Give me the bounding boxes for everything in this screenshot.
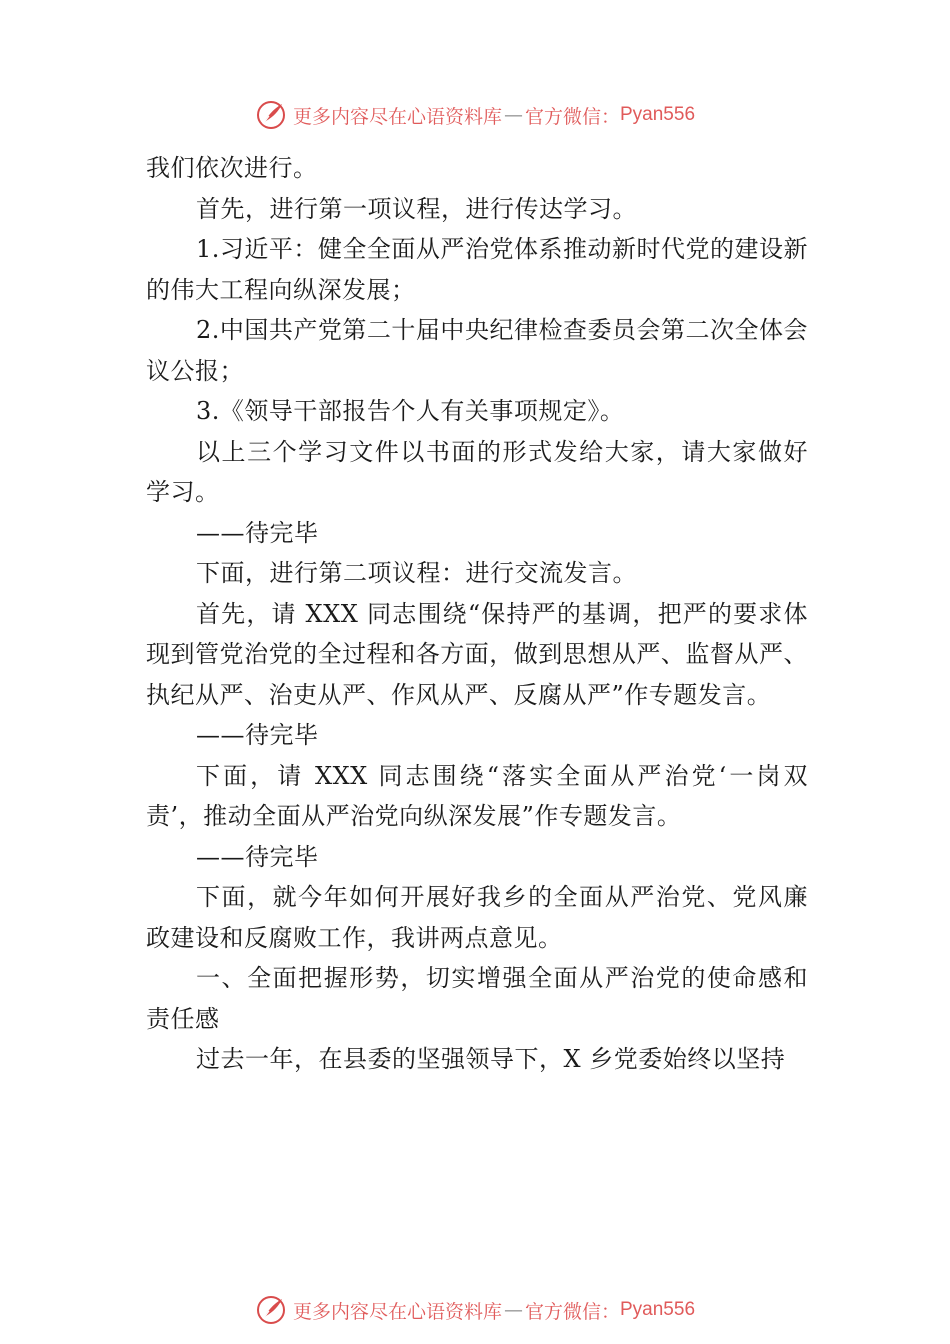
paragraph: 下面，请 XXX 同志围绕“落实全面从严治党‘一岗双责’，推动全面从严治党向纵深发展”作专题发言。 [146, 761, 808, 830]
document-body [146, 148, 808, 1080]
watermark-header [0, 95, 950, 135]
paragraph: 下面，进行第二项议程：进行交流发言。 [196, 559, 637, 587]
quill-pen-logo-icon [255, 1294, 287, 1326]
paragraph: 一、全面把握形势，切实增强全面从严治党的使命感和责任感 [146, 964, 808, 1033]
paragraph: 以上三个学习文件以书面的形式发给大家，请大家做好学习。 [146, 437, 808, 506]
paragraph: 下面，就今年如何开展好我乡的全面从严治党、党风廉政建设和反腐败工作，我讲两点意见。 [146, 883, 808, 952]
paragraph: ——待完毕 [196, 518, 319, 547]
paragraph: 1.习近平：健全全面从严治党体系推动新时代党的建设新的伟大工程向纵深发展； [146, 235, 808, 304]
quill-pen-logo-icon [255, 99, 287, 131]
paragraph: ——待完毕 [196, 721, 319, 749]
watermark-footer [0, 1290, 950, 1330]
watermark-text: 更多内容尽在心语资料库 [292, 1300, 502, 1323]
watermark-label: 官方微信： [524, 105, 620, 128]
paragraph: 首先，请 XXX 同志围绕“保持严的基调，把严的要求体现到管党治党的全过程和各方面，做到思想从严、监督从严、执纪从严、治吏从严、作风从严、反腐从严”作专题发言。 [146, 599, 808, 709]
watermark-separator: — [503, 104, 523, 126]
watermark-wechat-id: Pyan556 [620, 104, 696, 125]
paragraph: ——待完毕 [196, 842, 319, 871]
paragraph: 首先，进行第一项议程，进行传达学习。 [196, 194, 637, 223]
paragraph: 2.中国共产党第二十届中央纪律检查委员会第二次全体会议公报； [146, 316, 808, 385]
paragraph: 3.《领导干部报告个人有关事项规定》。 [196, 397, 625, 425]
paragraph: 我们依次进行。 [146, 154, 318, 182]
watermark-separator: — [503, 1299, 523, 1321]
watermark-text: 更多内容尽在心语资料库 [292, 105, 502, 128]
watermark-wechat-id: Pyan556 [620, 1299, 696, 1320]
paragraph: 过去一年，在县委的坚强领导下，X 乡党委始终以坚持 [196, 1045, 786, 1073]
watermark-label: 官方微信： [524, 1300, 620, 1323]
